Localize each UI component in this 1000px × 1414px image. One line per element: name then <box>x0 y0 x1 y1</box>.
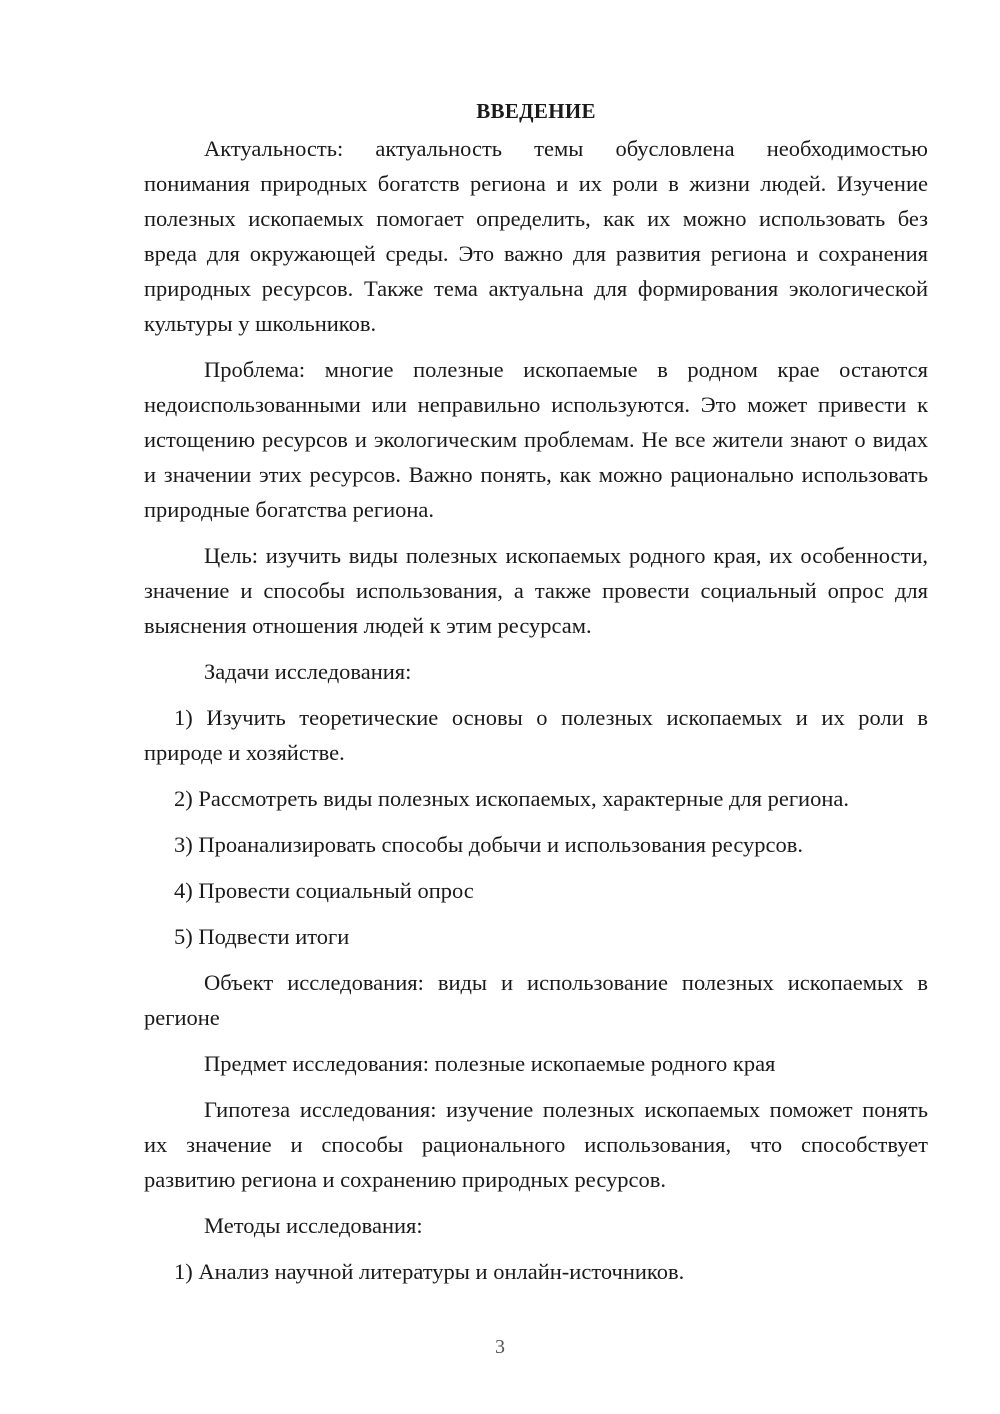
relevance-paragraph: Актуальность: актуальность темы обусловлена необходимостью понимания природных богатств региона и их роли в жизни людей. Изучение полезных ископаемых помогает определить, как их можно использовать без вреда для окружающей среды. Это важно для развития региона и сохранения природных ресурсов. Также тема актуальна для формирования экологической культуры у школьников. <box>144 136 928 336</box>
tasks-title: Задачи исследования: <box>204 659 412 684</box>
page-content <box>144 96 928 1300</box>
object-paragraph: Объект исследования: виды и использование полезных ископаемых в регионе <box>144 970 928 1030</box>
task-item-4: 4) Провести социальный опрос <box>174 878 474 903</box>
task-item-3: 3) Проанализировать способы добычи и использования ресурсов. <box>174 832 804 857</box>
section-heading: ВВЕДЕНИЕ <box>476 99 596 123</box>
task-item-2: 2) Рассмотреть виды полезных ископаемых, характерные для региона. <box>174 786 849 811</box>
hypothesis-paragraph: Гипотеза исследования: изучение полезных ископаемых поможет понять их значение и способы рационального использования, что способствует развитию региона и сохранению природных ресурсов. <box>144 1097 928 1192</box>
task-item-5: 5) Подвести итоги <box>174 924 350 949</box>
page-number: 3 <box>495 1336 505 1358</box>
problem-paragraph: Проблема: многие полезные ископаемые в родном крае остаются недоиспользованными или неправильно используются. Это может привести к истощению ресурсов и экологическим проблемам. Не все жители знают о видах и значении этих ресурсов. Важно понять, как можно рационально использовать природные богатства региона. <box>144 357 928 522</box>
task-item-1: 1) Изучить теоретические основы о полезных ископаемых и их роли в природе и хозяйстве. <box>144 705 928 765</box>
method-item-1: 1) Анализ научной литературы и онлайн-источников. <box>174 1259 685 1284</box>
methods-title: Методы исследования: <box>204 1213 423 1238</box>
subject-paragraph: Предмет исследования: полезные ископаемые родного края <box>204 1051 776 1076</box>
goal-paragraph: Цель: изучить виды полезных ископаемых родного края, их особенности, значение и способы использования, а также провести социальный опрос для выяснения отношения людей к этим ресурсам. <box>144 543 928 638</box>
